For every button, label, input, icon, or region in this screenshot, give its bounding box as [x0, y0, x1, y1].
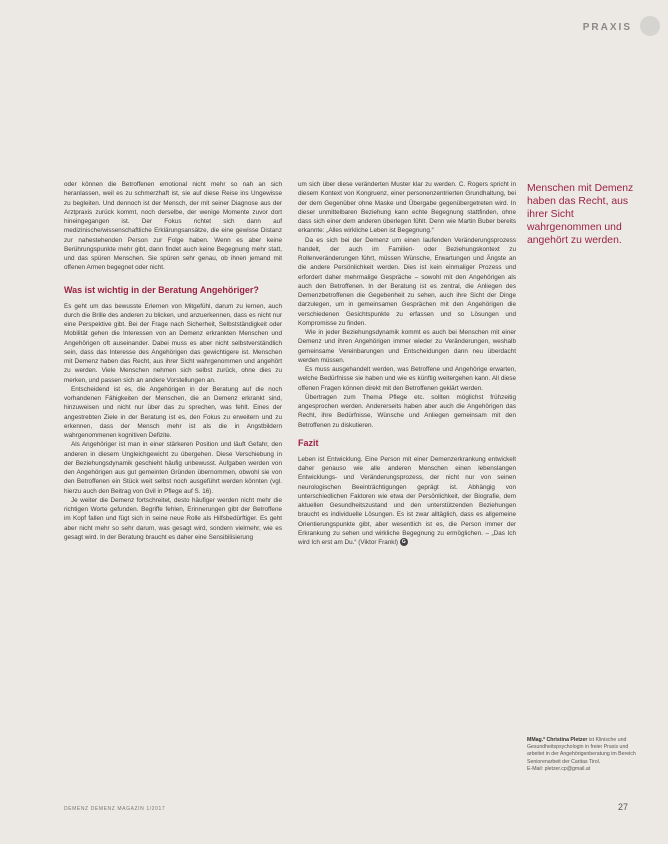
quote-source: (Viktor Frankl) [358, 539, 398, 546]
fazit-text: Leben ist Entwicklung. Eine Person mit einer Demenzerkrankung entwickelt daher genauso wie alle anderen Menschen einen lebenslangen Entwicklungs- und Veränderungsprozess, der nicht nur von seinen neurologischen Beeinträchtigungen geprägt ist. Abhängig von unterschiedlichen Faktoren wie etwa der Persönlichkeit, der Biografie, dem aktuellen Gesundheitszustand und den unterstützenden Beziehungen braucht es individuelle Lösungen. Es ist zwar alltäglich, dass es allgemeine Orientierungspunkte gibt, aber wesentlich ist es, die Person immer der Erkrankung zu sehen und wirkliche Begegnung zu ermöglichen. – „Das Ich wird Ich erst am Du.“ [298, 455, 516, 546]
header-dot-decoration [640, 16, 660, 36]
section-heading-fazit: Fazit [298, 437, 319, 448]
paragraph: um sich über diese veränderten Muster klar zu werden. C. Rogers spricht in diesem Kontext von Kongruenz, einer personenzentrierten Grundhaltung, bei der dem Gegenüber ohne Maske und Übergabe gegenübergetreten wird. In dieser unmittelbaren Beziehung kann echte Begegnung stattfinden, ohne dass sich einer dem anderen überlegen fühlt. Denn wie Martin Buber bereits erkannte: „Alles wirkliche Leben ist Begegnung.“ [298, 181, 516, 235]
paragraph: Je weiter die Demenz fortschreitet, desto häufiger werden nicht mehr die richtigen Worte gefunden. Begriffe fehlen, Erinnerungen gibt der Betroffene im Kopf fallen und fügt sich in seine neue Rolle als Hilfsbedürftiger. Es geht aber nicht mehr so sehr darum, was gesagt wird, sondern vielmehr, wie es gesagt wird. In der Beratung braucht es daher eine Sensibilisierung [64, 496, 282, 541]
paragraph: oder können die Betroffenen emotional nicht mehr so nah an sich heranlassen, weil es zu schmerzhaft ist, sie auf diese Reise ins Ungewisse zu begleiten. Und dennoch ist der Mensch, der mit seiner Diagnose aus der Arztpraxis zurück kommt, noch derselbe, der wenige Momente zuvor dort hineingegangen ist. Der Fokus richtet sich dann auf medizinische/wissenschaftliche Erklärungsansätze, die eine gewisse Distanz zur nahestehenden Person zur Folge haben. Wenn es aber keine Berührungspunkte mehr gibt, dann findet auch keine Begegnung mehr statt, und das spüren Menschen. Sie spüren sehr genau, ob ihnen jemand mit offenen Armen begegnet oder nicht. [64, 181, 282, 272]
paragraph: Als Angehöriger ist man in einer stärkeren Position und läuft Gefahr, den anderen in diesem Ungleichgewicht zu übergehen. Diese Verschiebung in der Beziehungsdynamik geschieht häufig unbewusst. Aufgaben werden von den Angehörigen aus gut gemeinten Gründen übernommen, obwohl sie von den Betroffenen ein Stück weit selbst noch ausgeführt werden könnten (vgl. hierzu auch den Beitrag von Gvil in Pflege auf S. 16). [64, 441, 282, 495]
author-bio: ist Klinische und Gesundheitspsychologin in freier Praxis und arbeitet in der Angehörigenberatung im Bereich Seniorenarbeit der Caritas Tirol. [527, 737, 636, 765]
article-column-2 [298, 180, 516, 547]
author-email[interactable]: E-Mail: pletzer.cp@gmail.at [527, 765, 591, 772]
paragraph [298, 455, 516, 548]
author-name: MMag.ª Christina Pletzer [527, 737, 588, 743]
author-note [527, 737, 645, 773]
section-label: PRAXIS [582, 22, 632, 33]
paragraph: Es muss ausgehandelt werden, was Betroffene und Angehörige erwarten, welche Bedürfnisse sie haben und wie es künftig weitergehen kann. All diese offenen Fragen können direkt mit den Betroffenen geklärt werden. [298, 366, 516, 392]
footer-publication: DEMENZ DEMENZ MAGAZIN 1/2017 [64, 806, 166, 812]
paragraph: Entscheidend ist es, die Angehörigen in der Beratung auf die noch vorhandenen Fähigkeiten der Menschen, die an Demenz erkrankt sind, hinzuweisen und nicht nur über das zu sprechen, was fehlt. Eines der angestrebten Ziele in der Beratung ist es, den Fokus zu erweitern und zu erkennen, dass der Mensch mehr ist als die in Angstbildern wahrgenommenen kognitiven Defizite. [64, 385, 282, 439]
end-mark-icon: G [400, 538, 408, 546]
pull-quote: Menschen mit Demenz haben das Recht, aus ihrer Sicht wahrgenommen und angehört zu werden. [527, 183, 634, 246]
paragraph: Übertragen zum Thema Pflege etc. sollten möglichst frühzeitig angesprochen werden. Andererseits haben aber auch die Angehörigen das Recht, ihre Bedürfnisse, Wünsche und Anliegen gemeinsam mit den Betroffenen zu diskutieren. [298, 393, 516, 429]
paragraph: Es geht um das bewusste Erlernen von Mitgefühl, darum zu lernen, auch durch die Brille des anderen zu blicken, und anzuerkennen, dass es nicht nur eine Perspektive gibt. Bei der Frage nach Sicherheit, Selbstständigkeit oder Mobilität gehen die Interessen von an Demenz erkrankten Menschen und Angehörigen oft auseinander. Dabei muss es aber nicht selbstverständlich sein, dass das Interesse des Angehörigen das gewichtigere ist. Menschen mit Demenz haben das Recht, aus ihrer Sicht wahrgenommen und angehört zu werden. Viele Menschen nehmen sich selbst zurück, ohne dies zu merken, und passen sich an andere Vorstellungen an. [64, 302, 282, 384]
paragraph: Wie in jeder Beziehungsdynamik kommt es auch bei Menschen mit einer Demenz und ihren Angehörigen immer wieder zu Veränderungen, weshalb gemeinsame Vereinbarungen und Entscheidungen dann neu überdacht werden müssen. [298, 329, 516, 364]
section-heading-beratung: Was ist wichtig in der Beratung Angehöriger? [64, 284, 259, 295]
article-column-1 [64, 180, 282, 542]
page-number: 27 [617, 802, 628, 812]
paragraph: Da es sich bei der Demenz um einen laufenden Veränderungsprozess handelt, der auch im Familien- oder Beziehungskontext zu Rollenveränderungen führt, müssen Wünsche, Erwartungen und Ängste an die andere Persönlichkeit werden. Dies ist kein einmaliger Prozess und erfordert daher mehrmalige Gespräche – sowohl mit den Angehörigen als auch den Betroffenen. In der Beratung ist es zentral, die Anliegen des Demenzbetroffenen die Gegebenheit zu sehen, auch ihre Sicht der Dinge darzulegen, um in gemeinsamen Gesprächen mit den Angehörigen die verschiedenen Gesichtspunkte zu erfassen und so Lösungen und Kompromisse zu finden. [298, 236, 516, 327]
